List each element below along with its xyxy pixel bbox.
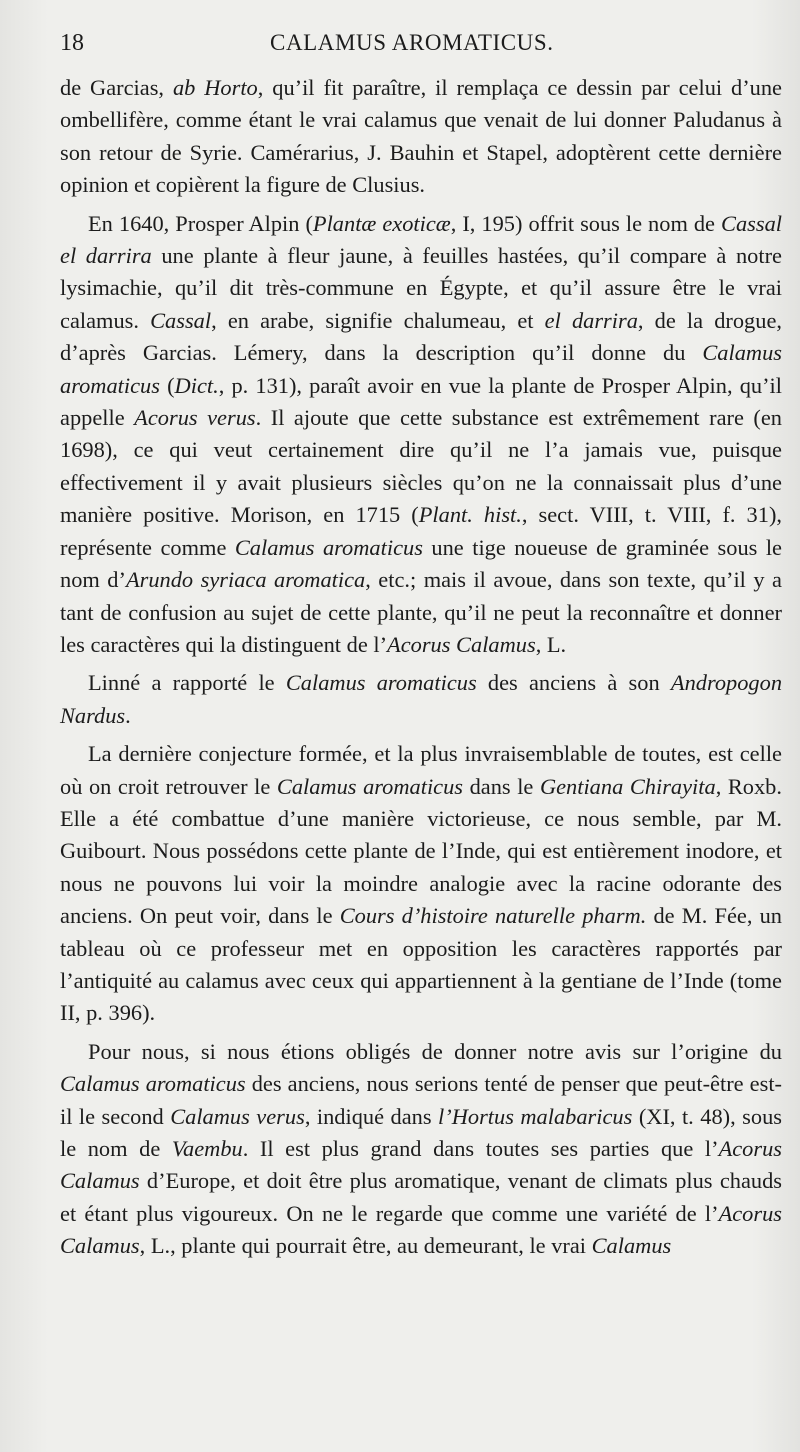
paragraph: En 1640, Prosper Alpin (Plantæ exoticæ, I, 195) offrit sous le nom de Cassal el darrira une plante à fleur jaune, à feuilles hastées, qu’il compare à notre lysimachie, qu’il dit très-commune en Égypte, et qu’il assure être le vrai calamus. Cassal, en arabe, signifie chalumeau, et el darrira, de la drogue, d’après Garcias. Lémery, dans la description qu’il donne du Calamus aromaticus (Dict., p. 131), paraît avoir en vue la plante de Prosper Alpin, qu’il appelle Acorus verus. Il ajoute que cette substance est extrêmement rare (en 1698), ce qui veut certainement dire qu’il ne l’a jamais vue, puisque effectivement il y avait plusieurs siècles qu’on ne la connaissait plus d’une manière positive. Morison, en 1715 (Plant. hist., sect. VIII, t. VIII, f. 31), représente comme Calamus aromaticus une tige noueuse de graminée sous le nom d’Arundo syriaca aromatica, etc.; mais il avoue, dans son texte, qu’il y a tant de confusion au sujet de cette plante, qu’il ne peut la reconnaître et donner les caractères qui la distinguent de l’Acorus Calamus, L.: [60, 210, 783, 657]
paragraph: Linné a rapporté le Calamus aromaticus des anciens à son Andropogon Nardus.: [60, 670, 783, 728]
page-number: 18: [60, 30, 84, 56]
running-title: CALAMUS AROMATICUS.: [270, 30, 554, 55]
paragraph: de Garcias, ab Horto, qu’il fit paraître, il remplaça ce dessin par celui d’une ombellifère, comme étant le vrai calamus que venait de lui donner Paludanus à son retour de Syrie. Camérarius, J. Bauhin et Stapel, adoptèrent cette dernière opinion et copièrent la figure de Clusius.: [60, 75, 782, 198]
running-head: [60, 0, 782, 72]
body-text: [60, 72, 782, 1263]
paragraph: La dernière conjecture formée, et la plus invraisemblable de toutes, est celle où on croit retrouver le Calamus aromaticus dans le Gentiana Chirayita, Roxb. Elle a été combattue d’une manière victorieuse, ce nous semble, par M. Guibourt. Nous possédons cette plante de l’Inde, qui est entièrement inodore, et nous ne pouvons lui voir la moindre analogie avec la racine odorante des anciens. On peut voir, dans le Cours d’histoire naturelle pharm. de M. Fée, un tableau où ce professeur met en opposition les caractères rapportés par l’antiquité au calamus avec ceux qui appartiennent à la gentiane de l’Inde (tome II, p. 396).: [60, 741, 782, 1026]
paragraph: Pour nous, si nous étions obligés de donner notre avis sur l’origine du Calamus aromaticus des anciens, nous serions tenté de penser que peut-être est-il le second Calamus verus, indiqué dans l’Hortus malabaricus (XI, t. 48), sous le nom de Vaembu. Il est plus grand dans toutes ses parties que l’Acorus Calamus d’Europe, et doit être plus aromatique, venant de climats plus chauds et étant plus vigoureux. On ne le regarde que comme une variété de l’Acorus Calamus, L., plante qui pourrait être, au demeurant, le vrai Calamus: [60, 1038, 783, 1259]
